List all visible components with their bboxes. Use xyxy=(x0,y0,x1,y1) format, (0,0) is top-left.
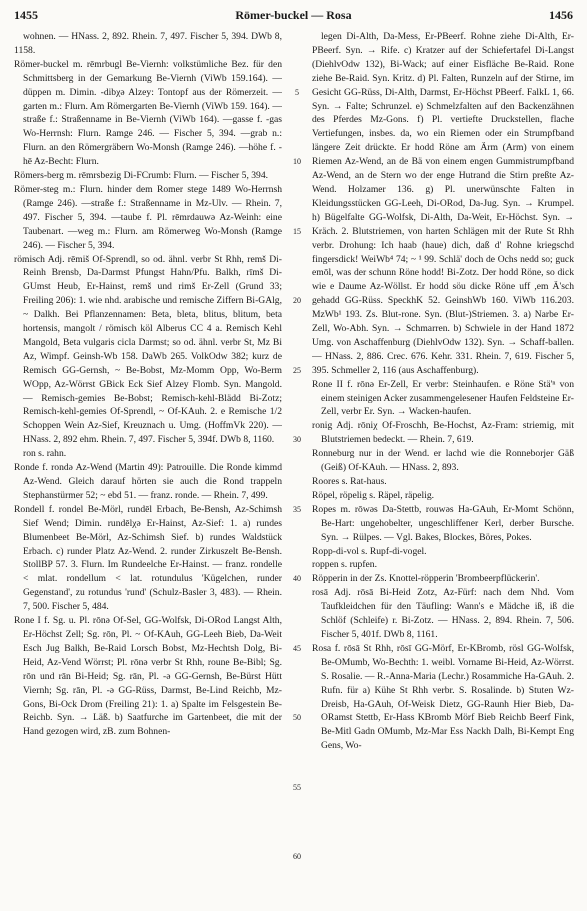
dictionary-entry: Römer-buckel m. rēmrbugl Be-Viernh: volkstümliche Bez. für den Schmittsberg in der Gemarkung Be-Viernh (ViWb 159.164). —düppen m. Dimin. -dibχə Alzey: Tontopf aus der Römerzeit. —garten m.: Flurn. Am Römergarten Be-Viernh (ViWb 159. 164). —straße f.: Straßenname in Be-Viernh (ViWb 164). —gasse f. -gas Wo-Herrnsh: Flurn. Ramge 246. — Fischer 5, 394. —grab n.: Flurn. an den Römergräbern Wo-Monsh (Ramge 246). —höhe f. -hē Az-Becht: Flurn. xyxy=(14,58,282,168)
line-number: 30 xyxy=(293,435,301,445)
dictionary-entry: Röpperin in der Zs. Knottel-röpperin 'Brombeerpflückerin'. xyxy=(312,573,540,585)
dictionary-entry: roppen s. rupfen. xyxy=(312,559,378,571)
dictionary-entry: rosā Adj. rōsā Bi-Heid Zotz, Az-Fürf: nach dem Nhd. Vom Taufkleidchen für den Täufling: Wann's e Mädche iß, iß die Schlöf (Schleife) r. Bi-Zotz. — HNass. 2, 894. Rhein. 7, 506. Fischer 5, 401f. DWb 8, 1161. xyxy=(312,587,574,640)
line-number: 5 xyxy=(295,87,299,97)
page-number-right: 1456 xyxy=(549,8,573,22)
dictionary-entry: Rone II f. rōnə Er-Zell, Er verbr: Steinhaufen. e Röne Stä'ⁿ von einem steinigen Acker zusammengelesener Haufen Feldsteine Er-Zell, verbr Er. Syn. → Wacken-haufen. xyxy=(312,378,574,418)
dictionary-entry: Ronde f. rondə Az-Wend (Martin 49): Patrouille. Die Ronde kimmd Az-Wend. Gleich darauf hörten sie auch die Rond trappeln Stephanstürmer 52; ~ ebd 51. — franz. ronde. — Rhein. 7, 499. xyxy=(14,462,282,501)
dictionary-entry: ronig Adj. rōniχ Of-Froschh, Be-Hochst, Az-Fram: striemig, mit Blutstriemen bedeckt. — Rhein. 7, 619. xyxy=(312,420,574,446)
dictionary-entry: Ronneburg nur in der Wend. er lachd wie die Ronneborjer Gäß (Geiß) Of-KAuh. — HNass. 2, 893. xyxy=(312,448,574,474)
page-header xyxy=(14,8,573,26)
line-number: 35 xyxy=(293,504,301,514)
dictionary-entry: Röpel, röpelig s. Räpel, räpelig. xyxy=(312,489,435,501)
dictionary-entry: Römers-berg m. rēmrsbezig Di-FCrumb: Flurn. — Fischer 5, 394. xyxy=(14,170,269,182)
right-column xyxy=(312,30,574,898)
line-number: 45 xyxy=(293,643,301,653)
line-number: 25 xyxy=(293,365,301,375)
line-number: 60 xyxy=(293,852,301,862)
dictionary-entry: Roores s. Rat-haus. xyxy=(312,476,387,487)
dictionary-entry: Ropp-di-vol s. Rupf-di-vogel. xyxy=(312,545,427,557)
page-number-left: 1455 xyxy=(14,8,38,22)
line-number: 50 xyxy=(293,713,301,723)
line-number: 20 xyxy=(293,296,301,306)
running-title: Römer-buckel — Rosa xyxy=(235,8,352,22)
dictionary-entry: Römer-steg m.: Flurn. hinder dem Romer stege 1489 Wo-Herrnsh (Ramge 246). —straße f.: Straßenname in Mz-Ulv. — Rhein. 7, 497. Fischer 5, 394. —taube f. Pl. rēmrdauwə Az-Weinh: eine Taubenart. —weg m.: Flurn. am Römerweg Wo-Monsh (Ramge 246). — Fischer 5, 394. xyxy=(14,183,282,251)
line-number: 55 xyxy=(293,782,301,792)
line-number-gutter xyxy=(284,30,310,898)
dictionary-entry: römisch Adj. rēmiš Of-Sprendl, so od. ähnl. verbr St Rhh, remš Di-Reinh Brensb, Da-Darmst Pfungst Hahn/Pfu. Balkh, rīmš Di-GUmst Heub, Er-Hainst, remš und rimš Er-Zell (Grund 33; Freiling 206): 1. wie nhd. arabische und remische Ziffern Bi-GAlg, ~ Dalkh. Bei Pflanzennamen: Beta, bleta, blitus, blitum, beta hortensis, mangolt / römisch köl Alberus CC 4 a. Remisch Kehl Mangold, Beta vulgaris cicla Darmst; so od. ähnl. verbr St, Mz Bi Az, Wimpf. Geinsh-Wb 158. DaWb 265. VolkOdw 382; kurz de Remisch GG-Gernsh, ~ Be-Bobst, Mz-Momm Opp, Wo-Berm WOpp, Az-Wörrst GBick Eck Sief Alzey Flomb. Syn. Mangold. — Remisch-gemies Be-Bobst; Remisch-kehl-Blädd Bi-Zotz; Remisch-kehl-gemies Of-Sprendl, ~ Of-KAuh. 2. e Remische 1/2 Schoppen Wein Az-Sief, Kreuznach u. Umg. (HoffmVk 220). — HNass. 2, 892 ehm. Rhein. 7, 497. Fischer 5, 394f. DWb 8, 1160. xyxy=(14,253,282,446)
entry-continuation: ron s. rahn. xyxy=(23,448,67,460)
dictionary-entry: Ropes m. rōwəs Da-Stettb, rouwəs Ha-GAuh, Er-Momt Schönn, Be-Hart: ungehobelter, ungeschliffener Kerl, derber Bursche. Syn. → Rülpes. — Vgl. Bakes, Blockes, Böres, Pokes. xyxy=(312,503,574,543)
line-number: 10 xyxy=(293,157,301,167)
left-column xyxy=(14,30,282,898)
entry-continuation: legen Di-Alth, Da-Mess, Er-PBeerf. Rohne ziehe Di-Alth, Er-PBeerf. Syn. → Rife. c) Kratzer auf der Schiefertafel Di-Langst (DiehlvOdw 132), Bi-Wack; auf einer Eisfläche Be-Raid. Rone ziehe Be-Raid. Syn. Kritz. d) Pl. Falten, Runzeln auf der Stirne, im Gesicht GG-Rüss, Di-Alth, Darmst, Er-Höchst PBeerf. FalkL 1, 66. Syn. → Falte; Schrunzel. e) Schmelzfalten auf den Backenzähnen des Pferdes Mz-Gons. f) Pl. vertiefte Druckstellen, flache Vertiefungen, insbes. da, wo ein Riemen oder ein Strumpfband längere Zeit drückte. Er hodd Röne am Ärm (Arm) von einem Riemen Az-Wend, an de Bä von einem engen Gummistrumpfband Az-Wend, an de Stern wo der enge Hutrand die Stirn preßte Az-Wend. Holzamer 136. g) Pl. unerwünschte Falten in Kleidungsstücken GG-Leeh, Di-ORod, Da-Jug. Syn. → Krumpel. h) Bügelfalte GG-Wolfsk, Di-Alth, Da-Weit, Er-Höchst. Syn. → Kräch. 2. Blutstriemen, von harten Schlägen mit der Rute St Rhh verbr. Drohung: Ich haab (haue) dich, daß d' Rohne kriegschd fingersdick! WeiWb⁴ 74; ~ ¹ 99. Schlä' doch de Ochs nedd so; guck emōl, was der schunn Röne hodd! Bi-Zotz. Der hodd Röne, so dick wie e Daume Az-Wöllst. Er hodd söu dicke Röne uff ,em Ä'sch gehadd GG-Rüss. SpeckhK 52. GeinshWb 160. ViWb 116.203. MzWb¹ 193. Zs. Blut-rone. Syn. (Blut-)Striemen. 3. a) Narbe Er-Zell, Wo-Abh. Syn. → Schmarren. b) Schwiele in der Hand 1872 Umg. von Aschaffenburg (DiehlvOdw 132). Syn. → Schaff-ballen. — HNass. 2, 886. Crec. 676. Kehr. 331. Rhein. 7, 619. Fischer 5, 395. Schmeller 2, 116 (aus Aschaffenburg). xyxy=(312,31,574,376)
line-number: 40 xyxy=(293,574,301,584)
dictionary-entry: Rone I f. Sg. u. Pl. rōnə Of-Sel, GG-Wolfsk, Di-ORod Langst Alth, Er-Höchst Zell; Sg. rōn, Pl. ~ Of-KAuh, GG-Leeh Bieb, Da-Weit Esch Jug Balkh, Be-Raid Lorsch Bobst, Mz-Hechtsh Dolg, Bi-Heid, Az-Vend Wörrst; Pl. rōnə verbr St Rhh, roune Be-Bibl; Sg. rōn und rān Bi-Heid; Sg. rān, Pl. -ə GG-Gernsh, Be-Bürst Hütt Viernh; Sg. rān, Pl. -ə GG-Rüss, Darmst, Be-Lind Reichb, Mz-Gons, Bi-Ock Drom (Freiling 21): 1. a) Spalte im Felsgestein Be-Reichb. Syn. → Läß. b) Saatfurche im Gartenbeet, die mit der Hand gezogen wird, zB. zum Bohnen- xyxy=(14,615,282,738)
entry-continuation: wohnen. — HNass. 2, 892. Rhein. 7, 497. Fischer 5, 394. DWb 8, 1158. xyxy=(14,31,282,56)
line-number: 15 xyxy=(293,226,301,236)
dictionary-entry: Rosa f. rōsā St Rhh, rōsī GG-Mörf, Er-KBromb, rösl GG-Wolfsk, Be-OMumb, Wo-Bechth: 1. weibl. Vorname Bi-Heid, Az-Wörrst. S. Rosalie. — R.-Anna-Maria (Lechr.) Rosammiche Ha-GAuh. 2. Rufn. für a) Kühe St Rhh verbr. S. Rosalinde. b) Stuten Wz-Dreisb, Ha-GAuh, Of-Weisk Dietz, GG-Raunh Hier Bieb, Da-ORamst Stettb, Er-Hass KBromb Mörf Bieb Reichb Beerf Fink, Be-Mitl Gadn OMumb, Mz-Mar Ess Nackh Dalh, Bi-Kempt Eng Gens, Wo- xyxy=(312,642,574,752)
dictionary-entry: Rondell f. rondel Be-Mörl, rundēl Erbach, Be-Bensh, Az-Schimsh Sief Wend; Dimin. rundēlχə Er-Hainst, Az-Sief: 1. a) rundes Blumenbeet Be-Mörl, Az-Schimsh Sief. b) rundes Waldstück Erbach. c) runder Platz Az-Wend. 2. runder Zirkuszelt Be-Bensh. StollBP 57. 3. Flurn. Im Rundeelche Er-Hainst. — franz. rondelle < mlat. rondellum < lat. rotundulus 'Kügelchen, runder Gegenstand', zu rotundus 'rund' (Schulz-Basler 3, 483). — Rhein. 7, 500. Fischer 5, 484. xyxy=(14,503,282,613)
